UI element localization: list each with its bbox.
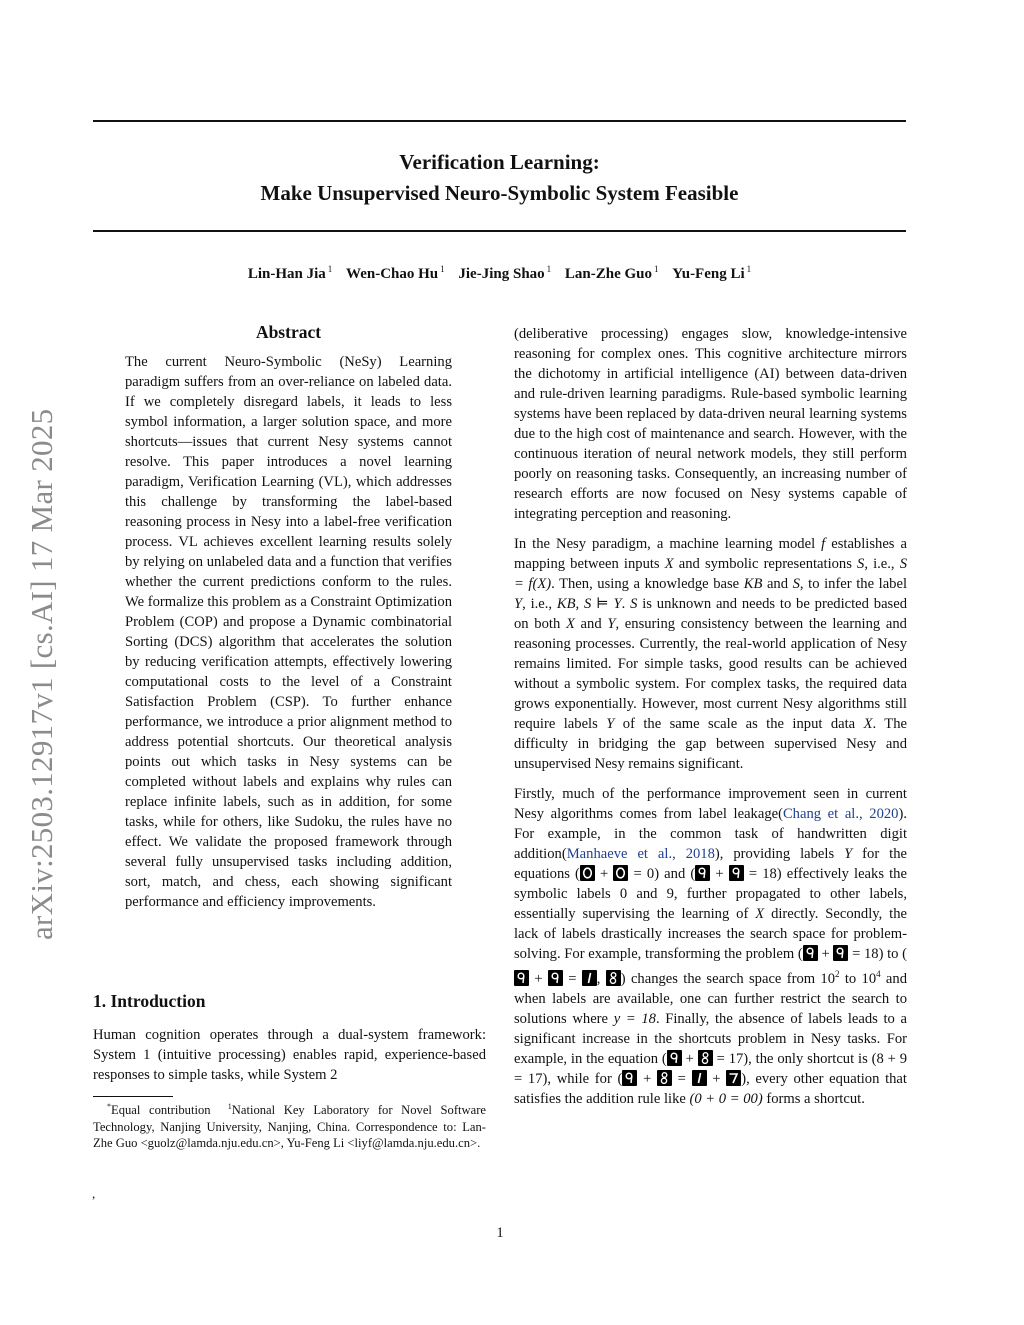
page-number: 1 bbox=[496, 1225, 504, 1241]
title-top-rule bbox=[93, 120, 906, 122]
mnist-digit-1-icon bbox=[692, 1070, 707, 1086]
mnist-digit-0-icon bbox=[580, 865, 595, 881]
right-column bbox=[514, 324, 907, 1119]
footnote-rule bbox=[93, 1096, 173, 1097]
mnist-digit-9-icon bbox=[833, 945, 848, 961]
arxiv-identifier: arXiv:2503.12917v1 [cs.AI] 17 Mar 2025 bbox=[24, 408, 59, 940]
footnote-star: * bbox=[107, 1102, 111, 1111]
mnist-digit-0-icon bbox=[613, 865, 628, 881]
mnist-digit-7-icon bbox=[726, 1070, 741, 1086]
abstract-body bbox=[125, 352, 452, 921]
footnote-affiliation: National Key Laboratory for Novel Software Technology, Nanjing University, Nanjing, China. Correspondence to: Lan-Zhe Guo <guolz@lamda.nju.edu.cn>, Yu-Feng Li <liyf@lamda.nju.edu.cn>. bbox=[93, 1103, 486, 1150]
author: Jie-Jing Shao $^1$ bbox=[458, 264, 552, 282]
author: Lin-Han Jia $^1$ bbox=[247, 264, 333, 282]
footnote-equal-contribution: Equal contribution bbox=[111, 1103, 211, 1117]
title-line-2: Make Unsupervised Neuro-Symbolic System Feasible bbox=[260, 181, 739, 205]
footnote-affil-mark: 1 bbox=[227, 1102, 232, 1111]
mnist-digit-9-icon bbox=[729, 865, 744, 881]
mnist-digit-8-icon bbox=[606, 970, 621, 986]
intro-text: Human cognition operates through a dual-system framework: System 1 (intuitive processing) enables rapid, experience-based responses to simple tasks, while System 2 bbox=[93, 1027, 486, 1083]
mnist-digit-9-icon bbox=[667, 1050, 682, 1066]
right-paragraph-3: Firstly, much of the performance improvement seen in current Nesy algorithms comes from label leakage(Chang et al., 2020). For example, in the common task of handwritten digit addition(Manhaeve et al., 2018), providing labels Y for the equations ( + = 0) and ( + = 18) effectively leaks the symbolic labels 0 and 9, further propagated to other labels, essentially supervising the learning of X directly. Secondly, the lack of labels drastically increases the search space for problem-solving. For example, transforming the problem ( + = 18) to ( + = , ) changes the search space from $10^2$ to $10^4$ and when labels are available, one can further restrict the search to solutions where y = 18. Finally, the absence of labels leads to a significant increase in the shortcuts problem in Nesy tasks. For example, in the equation ( + = 17), the only shortcut is (8 + 9 = 17), while for ( + = + ), every other equation that satisfies the addition rule like (0 + 0 = 00) forms a shortcut. bbox=[514, 786, 908, 1107]
footnote bbox=[93, 1099, 486, 1161]
mnist-digit-8-icon bbox=[657, 1070, 672, 1086]
right-paragraph-2: In the Nesy paradigm, a machine learning model f establishes a mapping between inputs X and symbolic representations S, i.e., S = f(X). Then, using a knowledge base KB and S, to infer the label Y, i.e., KB, S ⊨ Y. S is unknown and needs to be predicted based on both X and Y, ensuring consistency between the learning and reasoning processes. Currently, the real-world application of Nesy remains limited. For simple tasks, good results can be achieved without a symbolic system. For complex tasks, the required data grows exponentially. However, most current Nesy algorithms still require labels Y of the same scale as the input data X. The difficulty in bridging the gap between supervised Nesy and unsupervised Nesy remains significant. bbox=[514, 536, 908, 772]
mnist-digit-1-icon bbox=[582, 970, 597, 986]
mnist-digit-8-icon bbox=[698, 1050, 713, 1066]
abstract-heading: Abstract bbox=[255, 322, 322, 342]
right-paragraph-1: (deliberative processing) engages slow, knowledge-intensive reasoning for complex ones. This cognitive architecture mirrors the dichotomy in artificial intelligence (AI) between data-driven and rule-driven learning paradigms. Rule-based symbolic learning systems have been replaced by data-driven neural learning systems due to the high cost of maintenance and search. However, with the continuous iteration of neural network models, they still perform poorly on reasoning tasks. Consequently, an increasing number of research efforts are now focused on Nesy systems capable of integrating perception and reasoning. bbox=[514, 326, 907, 522]
mnist-digit-9-icon bbox=[622, 1070, 637, 1086]
paper-title bbox=[93, 147, 906, 209]
title-line-1: Verification Learning: bbox=[399, 150, 600, 174]
abstract-text: The current Neuro-Symbolic (NeSy) Learning paradigm suffers from an over-reliance on labeled data. If we completely disregard labels, it leads to less symbol information, a larger solution space, and more shortcuts—issues that current Nesy systems cannot resolve. This paper introduces a novel learning paradigm, Verification Learning (VL), which addresses this challenge by transforming the label-based reasoning process in Nesy into a label-free verification process. VL achieves excellent learning results solely by relying on unlabeled data and a function that verifies whether the current predictions conform to the rules. We formalize this problem as a Constraint Optimization Problem (COP) and propose a Dynamic combinatorial Sorting (DCS) algorithm that accelerates the solution by reducing verification attempts, effectively lowering computational costs to the level of a Constraint Satisfaction Problem (CSP). To further enhance performance, we introduce a prior alignment method to address potential shortcuts. Our theoretical analysis points out which tasks in Nesy systems can be completed without labels and explains why rules can replace infinite labels, such as in addition, for some tasks, while for others, like Sudoku, the rules have no effect. We validate the proposed framework through several fully unsupervised tasks including addition, sort, match, and chess, each showing significant performance and efficiency improvements. bbox=[125, 354, 452, 910]
mnist-digit-9-icon bbox=[695, 865, 710, 881]
author: Wen-Chao Hu $^1$ bbox=[346, 264, 445, 282]
citation-chang-2020[interactable]: Chang et al., 2020 bbox=[782, 806, 899, 822]
section-heading-introduction: 1. Introduction bbox=[93, 991, 206, 1011]
author: Yu-Feng Li $^1$ bbox=[672, 264, 752, 282]
mnist-digit-9-icon bbox=[548, 970, 563, 986]
author: Lan-Zhe Guo $^1$ bbox=[564, 264, 659, 282]
author-list bbox=[93, 264, 906, 283]
citation-manhaeve-2018[interactable]: Manhaeve et al., 2018 bbox=[566, 846, 715, 862]
mnist-digit-9-icon bbox=[803, 945, 818, 961]
intro-paragraph bbox=[93, 1025, 486, 1094]
mnist-digit-9-icon bbox=[514, 970, 529, 986]
title-bottom-rule bbox=[93, 230, 906, 232]
stray-comma: , bbox=[92, 1186, 96, 1201]
